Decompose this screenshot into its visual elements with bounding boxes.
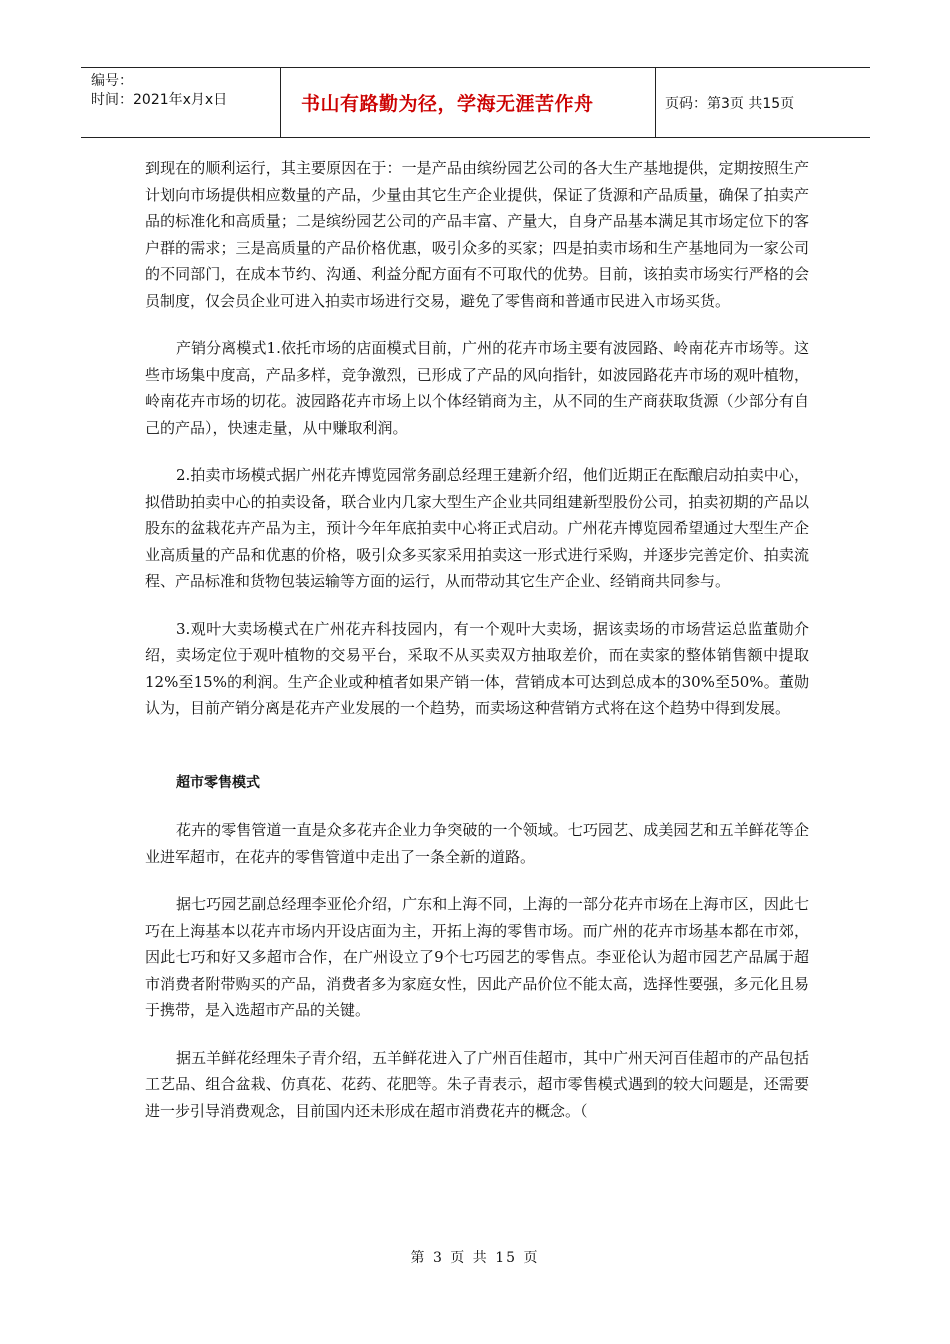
page-footer: 第 3 页 共 15 页 [410,1250,540,1266]
section-heading-supermarket: 超市零售模式 [176,774,260,791]
paragraph-retail-channel: 花卉的零售管道一直是众多花卉企业力争突破的一个领域。七巧园艺、成美园艺和五羊鲜花等企业进军超市，在花卉的零售管道中走出了一条全新的道路。 [145,821,809,866]
document-date-label: 时间：2021年x月x日 [91,92,228,108]
paragraph-auction-reasons: 到现在的顺利运行，其主要原因在于：一是产品由缤纷园艺公司的各大生产基地提供，定期按照生产计划向市场提供相应数量的产品，少量由其它生产企业提供，保证了货源和产品质量，确保了拍卖产品的标准化和高质量；二是缤纷园艺公司的产品丰富、产量大，自身产品基本满足其市场定位下的客户群的需求；三是高质量的产品价格优惠，吸引众多的买家；四是拍卖市场和生产基地同为一家公司的不同部门，在成本节约、沟通、利益分配方面有不可取代的优势。目前，该拍卖市场实行严格的会员制度，仅会员企业可进入拍卖市场进行交易，避免了零售商和普通市民进入市场买货。 [145,159,809,310]
paragraph-foliage-market-model: 3.观叶大卖场模式在广州花卉科技园内，有一个观叶大卖场，据该卖场的市场营运总监董勋介绍，卖场定位于观叶植物的交易平台，采取不从买卖双方抽取差价，而在卖家的整体销售额中提取12%至15%的利润。生产企业或种植者如果产销一体，营销成本可达到总成本的30%至50%。董勋认为，目前产销分离是花卉产业发展的一个趋势，而卖场这种营销方式将在这个趋势中得到发展。 [145,619,809,717]
document-body [145,155,809,1124]
paragraph-storefront-model: 产销分离模式1.依托市场的店面模式目前，广州的花卉市场主要有波园路、岭南花卉市场等。这些市场集中度高，产品多样，竞争激烈，已形成了产品的风向指针，如波园路花卉市场的观叶植物，岭南花卉市场的切花。波园路花卉市场上以个体经销商为主，从不同的生产商获取货源（少部分有自己的产品），快速走量，从中赚取利润。 [145,339,809,437]
paragraph-qiqiao-interview: 据七巧园艺副总经理李亚伦介绍，广东和上海不同，上海的一部分花卉市场在上海市区，因此七巧在上海基本以花卉市场内开设店面为主，开拓上海的零售市场。而广州的花卉市场基本都在市郊，因此七巧和好又多超市合作，在广州设立了9个七巧园艺的零售点。李亚伦认为超市园艺产品属于超市消费者附带购买的产品，消费者多为家庭女性，因此产品价位不能太高，选择性要强，多元化且易于携带，是入选超市产品的关键。 [145,895,809,1019]
paragraph-wuyang-interview: 据五羊鲜花经理朱子青介绍，五羊鲜花进入了广州百佳超市，其中广州天河百佳超市的产品包括工艺品、组合盆栽、仿真花、花药、花肥等。朱子青表示，超市零售模式遇到的较大问题是，还需要进一步引导消费观念，目前国内还未形成在超市消费花卉的概念。（ [145,1048,809,1120]
document-number-label: 编号： [91,73,133,89]
header-page-number: 页码：第3页 共15页 [665,95,795,112]
page-header [81,67,870,138]
header-motto: 书山有路勤为径，学海无涯苦作舟 [280,68,656,137]
paragraph-auction-model: 2.拍卖市场模式据广州花卉博览园常务副总经理王建新介绍，他们近期正在酝酿启动拍卖中心，拟借助拍卖中心的拍卖设备，联合业内几家大型生产企业共同组建新型股份公司，拍卖初期的产品以股东的盆栽花卉产品为主，预计今年年底拍卖中心将正式启动。广州花卉博览园希望通过大型生产企业高质量的产品和优惠的价格，吸引众多买家采用拍卖这一形式进行采购，并逐步完善定价、拍卖流程、产品标准和货物包装运输等方面的运行，从而带动其它生产企业、经销商共同参与。 [145,466,809,590]
header-meta [81,68,280,137]
